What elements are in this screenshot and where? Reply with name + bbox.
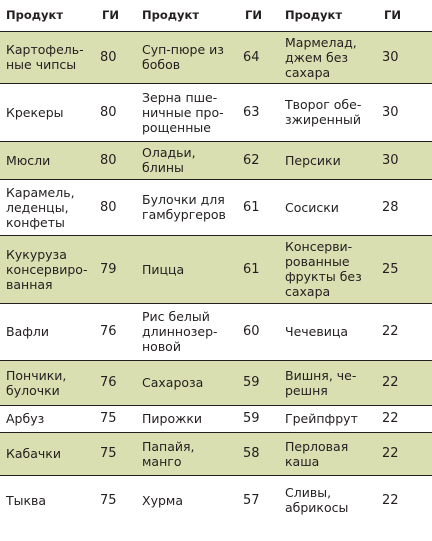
product-cell: Консерви- рованные фрукты без сахара bbox=[279, 235, 378, 303]
gi-cell: 75 bbox=[96, 432, 136, 475]
gi-cell: 22 bbox=[378, 360, 432, 405]
gi-cell: 76 bbox=[96, 360, 136, 405]
gi-cell: 25 bbox=[378, 235, 432, 303]
gi-cell: 30 bbox=[378, 83, 432, 141]
gi-cell: 22 bbox=[378, 432, 432, 475]
table-row bbox=[0, 432, 432, 475]
gi-cell: 22 bbox=[378, 405, 432, 432]
gi-cell: 80 bbox=[96, 179, 136, 235]
header-product-col-2: Продукт bbox=[136, 0, 239, 31]
gi-cell: 22 bbox=[378, 303, 432, 360]
table-row bbox=[0, 83, 432, 141]
gi-cell: 80 bbox=[96, 141, 136, 179]
product-cell: Перловая каша bbox=[279, 432, 378, 475]
product-cell: Мюсли bbox=[0, 141, 96, 179]
gi-cell: 75 bbox=[100, 492, 117, 508]
table-row bbox=[0, 235, 432, 303]
gi-cell: 80 bbox=[96, 31, 136, 83]
product-cell: Пирожки bbox=[136, 405, 239, 432]
product-cell: Крекеры bbox=[0, 83, 96, 141]
product-cell: Сосиски bbox=[279, 179, 378, 235]
gi-cell: 30 bbox=[378, 31, 432, 83]
product-cell: Папайя, манго bbox=[136, 432, 239, 475]
gi-cell: 59 bbox=[239, 405, 279, 432]
gi-cell: 62 bbox=[239, 141, 279, 179]
product-cell: Хурма bbox=[142, 492, 183, 508]
product-cell: Карамель, леденцы, конфеты bbox=[0, 179, 96, 235]
header-gi-col-3: ГИ bbox=[378, 0, 432, 31]
gi-cell: 75 bbox=[96, 405, 136, 432]
product-cell: Персики bbox=[279, 141, 378, 179]
product-cell: Арбуз bbox=[0, 405, 96, 432]
product-cell: Зерна пше- ничные про- рощенные bbox=[136, 83, 239, 141]
product-cell: Сахароза bbox=[136, 360, 239, 405]
gi-cell: 79 bbox=[96, 235, 136, 303]
product-cell: Картофель- ные чипсы bbox=[0, 31, 96, 83]
table-row bbox=[0, 141, 432, 179]
header-row bbox=[0, 0, 432, 31]
table-row bbox=[0, 360, 432, 405]
product-cell: Рис белый длиннозер- новой bbox=[136, 303, 239, 360]
gi-cell: 30 bbox=[378, 141, 432, 179]
product-cell: Пицца bbox=[136, 235, 239, 303]
gi-cell: 61 bbox=[239, 179, 279, 235]
gi-cell: 59 bbox=[239, 360, 279, 405]
table-body bbox=[0, 31, 432, 525]
gi-cell: 76 bbox=[96, 303, 136, 360]
gi-cell: 57 bbox=[243, 492, 260, 508]
header-product-col-3: Продукт bbox=[279, 0, 378, 31]
gi-cell: 61 bbox=[239, 235, 279, 303]
table-header bbox=[0, 0, 432, 31]
table-row bbox=[0, 179, 432, 235]
gi-cell: 63 bbox=[239, 83, 279, 141]
gi-cell: 28 bbox=[378, 179, 432, 235]
product-cell: Вафли bbox=[0, 303, 96, 360]
product-cell: Творог обе- зжиренный bbox=[279, 83, 378, 141]
gi-cell: 22 bbox=[382, 492, 399, 508]
product-cell: Мармелад, джем без сахара bbox=[279, 31, 378, 83]
table-row bbox=[0, 405, 432, 432]
gi-cell: 58 bbox=[239, 432, 279, 475]
product-cell: Пончики, булочки bbox=[0, 360, 96, 405]
product-cell: Грейпфрут bbox=[279, 405, 378, 432]
product-cell: Кабачки bbox=[0, 432, 96, 475]
gi-cell: 64 bbox=[239, 31, 279, 83]
gi-cell: 80 bbox=[96, 83, 136, 141]
header-gi-col-1: ГИ bbox=[96, 0, 136, 31]
header-gi-col-2: ГИ bbox=[239, 0, 279, 31]
header-product-col-1: Продукт bbox=[0, 0, 96, 31]
table-row bbox=[0, 475, 432, 525]
product-cell: Булочки для гамбургеров bbox=[136, 179, 239, 235]
gi-cell: 60 bbox=[239, 303, 279, 360]
product-cell: Тыква bbox=[6, 492, 47, 508]
product-cell: Сливы, абрикосы bbox=[285, 485, 349, 516]
product-cell: Оладьи, блины bbox=[136, 141, 239, 179]
product-cell: Кукуруза консервиро- ванная bbox=[0, 235, 96, 303]
product-cell: Суп-пюре из бобов bbox=[136, 31, 239, 83]
product-cell: Вишня, че- решня bbox=[279, 360, 378, 405]
table-row bbox=[0, 303, 432, 360]
table-row bbox=[0, 31, 432, 83]
product-cell: Чечевица bbox=[279, 303, 378, 360]
